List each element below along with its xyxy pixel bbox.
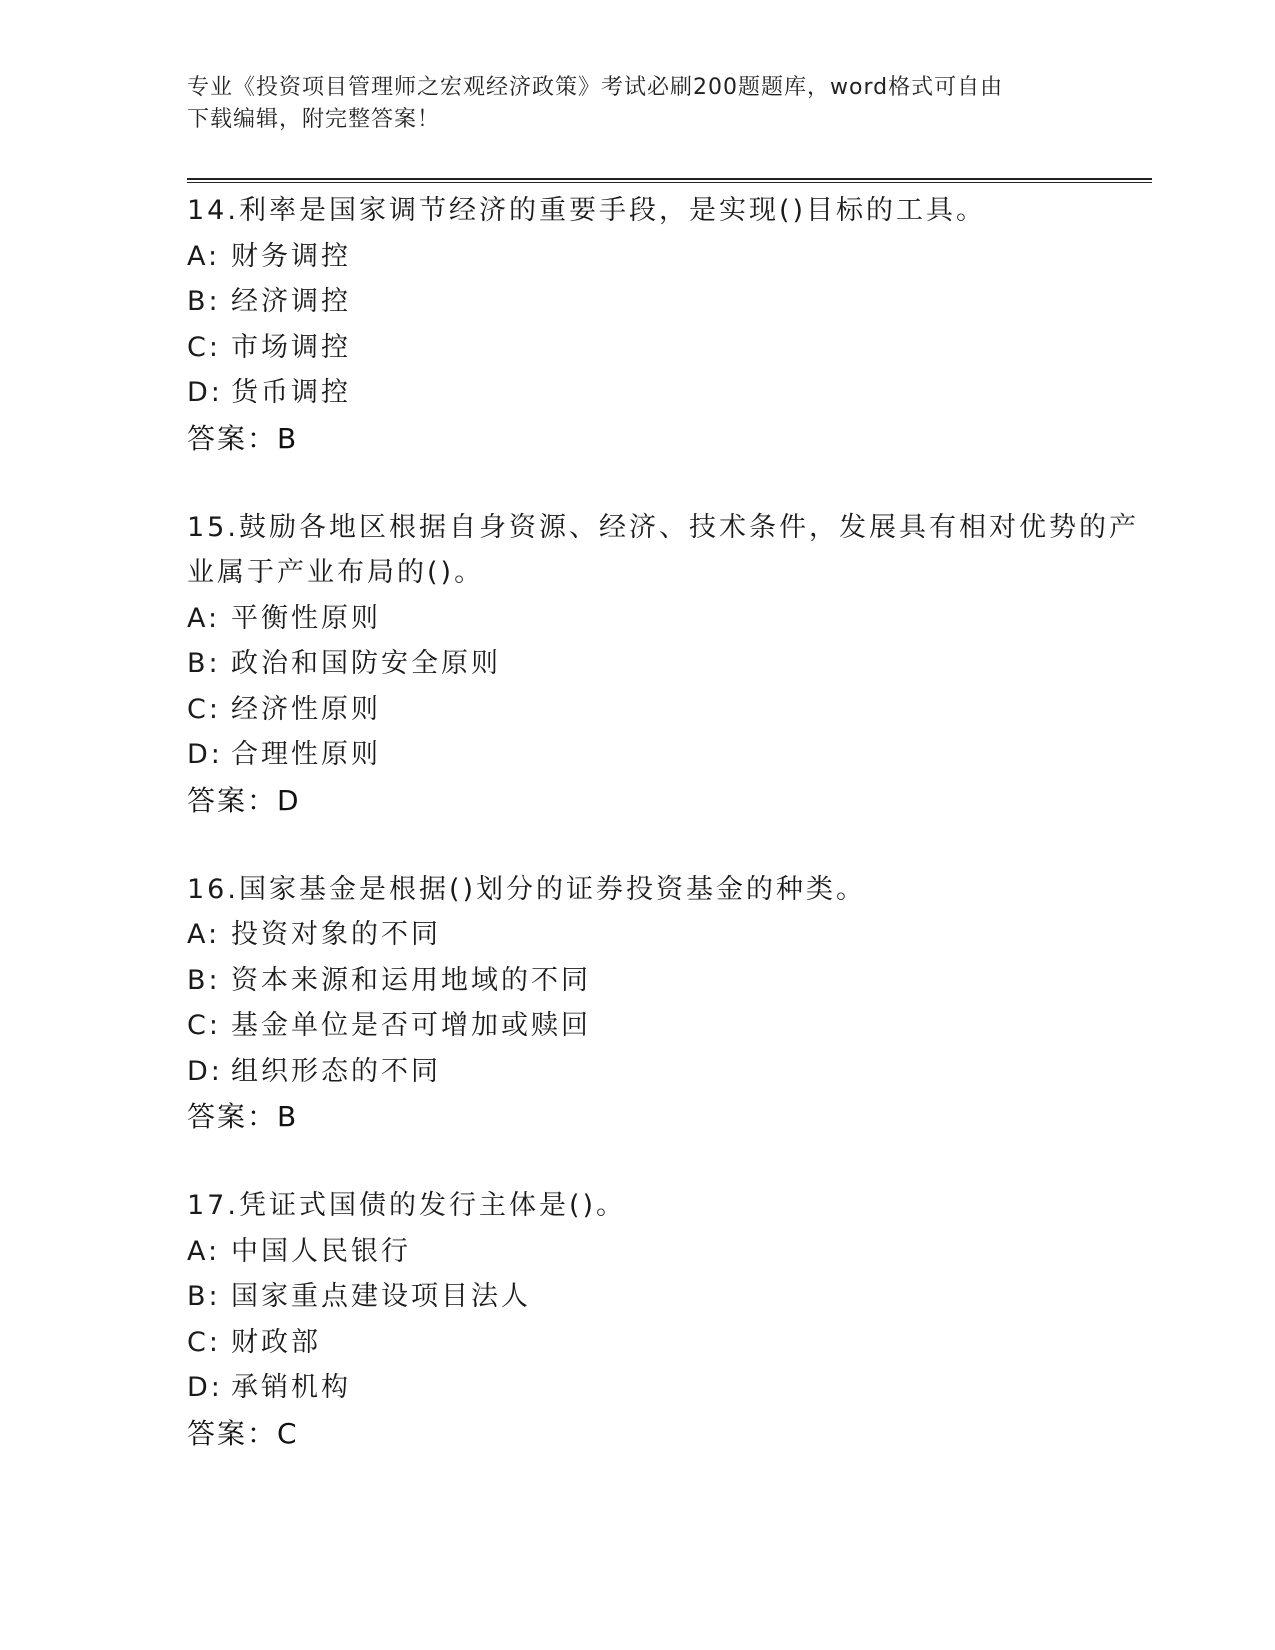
option-letter: C:: [187, 331, 221, 363]
answer-line: 答案：C: [187, 1416, 299, 1450]
option-d: [187, 1365, 1147, 1411]
option-text: 投资对象的不同: [231, 919, 441, 950]
question-16: [187, 867, 1147, 1141]
option-d: [187, 370, 1147, 416]
answer-line: 答案：D: [187, 783, 301, 817]
option-a: [187, 912, 1147, 958]
option-letter: D:: [187, 1055, 223, 1087]
option-letter: D:: [187, 739, 223, 770]
option-text: 基金单位是否可增加或赎回: [231, 1010, 591, 1041]
answer-line: 答案：B: [187, 421, 299, 455]
option-letter: A:: [187, 240, 221, 272]
option-c: [187, 687, 1147, 733]
option-letter: A:: [187, 602, 221, 634]
option-text: 财政部: [231, 1326, 321, 1358]
option-text: 经济调控: [231, 286, 351, 317]
option-letter: B:: [187, 964, 221, 996]
header-line-2: 下载编辑，附完整答案！: [187, 107, 441, 132]
option-b: [187, 958, 1147, 1004]
option-c: [187, 325, 1147, 371]
option-text: 国家重点建设项目法人: [231, 1281, 531, 1312]
option-text: 货币调控: [231, 377, 351, 408]
option-text: 资本来源和运用地域的不同: [231, 964, 591, 996]
document-header: [187, 72, 1067, 136]
option-text: 市场调控: [231, 331, 351, 363]
option-letter: B:: [187, 286, 221, 317]
option-text: 经济性原则: [231, 693, 381, 725]
option-text: 组织形态的不同: [231, 1055, 441, 1087]
question-list: [187, 188, 1147, 1500]
header-line-1: 专业《投资项目管理师之宏观经济政策》考试必刷200题题库，word格式可自由: [187, 75, 1004, 100]
question-stem: 16.国家基金是根据()划分的证券投资基金的种类。: [187, 873, 867, 905]
option-text: 中国人民银行: [231, 1235, 411, 1267]
option-a: [187, 234, 1147, 280]
option-a: [187, 1229, 1147, 1275]
option-letter: C:: [187, 1326, 221, 1358]
option-a: [187, 596, 1147, 642]
question-stem: 14.利率是国家调节经济的重要手段，是实现()目标的工具。: [187, 195, 987, 226]
option-b: [187, 279, 1147, 325]
option-d: [187, 732, 1147, 778]
answer-line: 答案：B: [187, 1100, 299, 1133]
option-c: [187, 1003, 1147, 1049]
option-letter: C:: [187, 1010, 221, 1041]
option-text: 政治和国防安全原则: [231, 648, 501, 679]
question-14: [187, 188, 1147, 462]
option-text: 财务调控: [231, 240, 351, 272]
option-text: 平衡性原则: [231, 602, 381, 634]
question-17: [187, 1183, 1147, 1457]
option-text: 合理性原则: [231, 739, 381, 770]
question-stem: 15.鼓励各地区根据自身资源、经济、技术条件，发展具有相对优势的产业属于产业布局的()。: [187, 511, 1139, 588]
option-b: [187, 641, 1147, 687]
option-d: [187, 1049, 1147, 1095]
question-stem: 17.凭证式国债的发行主体是()。: [187, 1190, 627, 1221]
option-letter: B:: [187, 648, 221, 679]
header-divider: [187, 178, 1152, 183]
option-letter: A:: [187, 1235, 221, 1267]
option-letter: D:: [187, 377, 223, 408]
option-c: [187, 1320, 1147, 1366]
question-15: [187, 505, 1147, 824]
option-letter: B:: [187, 1281, 221, 1312]
option-b: [187, 1274, 1147, 1320]
option-letter: C:: [187, 693, 221, 725]
option-letter: A:: [187, 919, 221, 950]
option-letter: D:: [187, 1372, 223, 1403]
option-text: 承销机构: [231, 1372, 351, 1403]
